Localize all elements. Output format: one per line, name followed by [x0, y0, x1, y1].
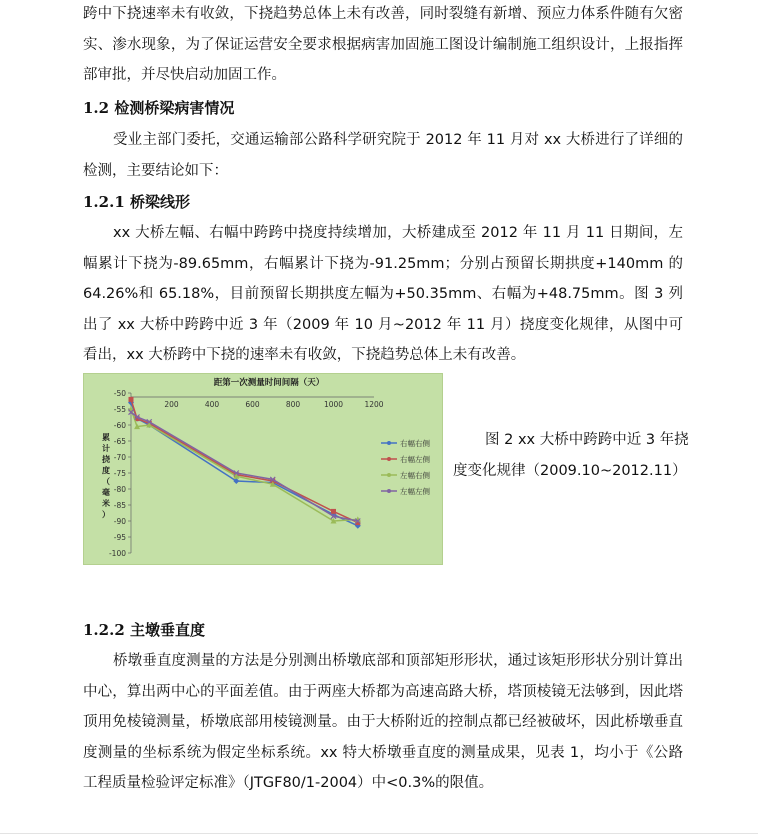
- legend-label: 右幅右侧: [400, 439, 430, 448]
- x-tick-label: 1000: [323, 400, 344, 409]
- x-tick-label: 800: [285, 400, 301, 409]
- y-axis-label-char: 计: [102, 444, 110, 453]
- y-tick-label: -100: [108, 549, 126, 558]
- series-line-3: [131, 409, 358, 521]
- data-point: [331, 509, 336, 514]
- x-tick-label: 400: [204, 400, 220, 409]
- y-tick-label: -50: [113, 389, 126, 398]
- y-tick-label: -75: [113, 469, 126, 478]
- section-heading-1-2-2: 1.2.2 主墩垂直度: [83, 621, 205, 639]
- legend-label: 左幅右侧: [400, 471, 430, 480]
- section-1-2-1-paragraph: xx 大桥左幅、右幅中跨跨中挠度持续增加，大桥建成至 2012 年 11 月 11 日期间，左幅累计下挠为-89.65mm，右幅累计下挠为-91.25mm；分别占预留长期拱度+140mm 的 64.26%和 65.18%，目前预留长期拱度左幅为+50.35mm、右幅为+48.75mm。图 3 列出了 xx 大桥中跨跨中近 3 年（2009 年 10 月~2012 年 11 月）挠度变化规律，从图中可看出，xx 大桥跨中下挠的速率未有收敛，下挠趋势总体上未有改善。: [83, 225, 683, 363]
- legend-marker: [387, 489, 391, 493]
- series-line-2: [131, 399, 358, 522]
- section-heading-1-2: 1.2 检测桥梁病害情况: [83, 99, 235, 117]
- x-tick-label: 600: [245, 400, 260, 409]
- y-tick-label: -70: [113, 453, 126, 462]
- section-heading-1-2-1: 1.2.1 桥梁线形: [83, 193, 190, 211]
- legend-marker: [387, 441, 391, 445]
- y-tick-label: -80: [113, 485, 126, 494]
- chart-svg: [84, 374, 442, 564]
- y-axis-label-char: 米: [102, 499, 110, 508]
- intro-paragraph: 跨中下挠速率未有收敛，下挠趋势总体上未有改善，同时裂缝有新增、预应力体系件随有欠密实、渗水现象，为了保证运营安全要求根据病害加固施工图设计编制施工组织设计，上报指挥部审批，并尽快启动加固工作。: [83, 6, 683, 83]
- data-point: [129, 397, 134, 402]
- figure-caption: 图 2 xx 大桥中跨跨中近 3 年挠度变化规律（2009.10~2012.11）: [453, 432, 689, 479]
- series-line-4: [131, 412, 358, 521]
- legend-marker: [387, 457, 391, 461]
- y-axis-label-char: ）: [102, 510, 110, 519]
- y-tick-label: -95: [113, 533, 126, 542]
- legend-marker: [387, 473, 391, 477]
- y-tick-label: -90: [113, 517, 126, 526]
- y-axis-label-char: 挠: [102, 455, 110, 464]
- section-1-2-paragraph: 受业主部门委托，交通运输部公路科学研究院于 2012 年 11 月对 xx 大桥进行了详细的检测，主要结论如下：: [83, 132, 683, 179]
- y-tick-label: -65: [113, 437, 126, 446]
- legend-label: 右幅左侧: [400, 455, 430, 464]
- deflection-chart: [83, 373, 443, 565]
- y-tick-label: -85: [113, 501, 126, 510]
- x-tick-label: 200: [164, 400, 179, 409]
- section-1-2-2-paragraph: 桥墩垂直度测量的方法是分别测出桥墩底部和顶部矩形形状，通过该矩形形状分别计算出中心，算出两中心的平面差值。由于两座大桥都为高速高路大桥，塔顶棱镜无法够到，因此塔顶用免棱镜测量，桥墩底部用棱镜测量。由于大桥附近的控制点都已经被破坏，因此桥墩垂直度测量的坐标系统为假定坐标系统。xx 特大桥墩垂直度的测量成果，见表 1，均小于《公路工程质量检验评定标准》（JTGF80/1-2004）中<0.3%的限值。: [83, 653, 683, 791]
- y-axis-label-char: 毫: [102, 488, 110, 497]
- y-tick-label: -55: [113, 405, 126, 414]
- y-axis-label-char: 度: [102, 466, 110, 475]
- y-axis-label-char: （: [102, 477, 110, 486]
- chart-title: 距第一次测量时间间隔（天）: [213, 378, 325, 388]
- y-axis-label-char: 累: [102, 433, 110, 442]
- legend-label: 左幅左侧: [400, 487, 430, 496]
- y-tick-label: -60: [113, 421, 126, 430]
- x-tick-label: 1200: [364, 400, 384, 409]
